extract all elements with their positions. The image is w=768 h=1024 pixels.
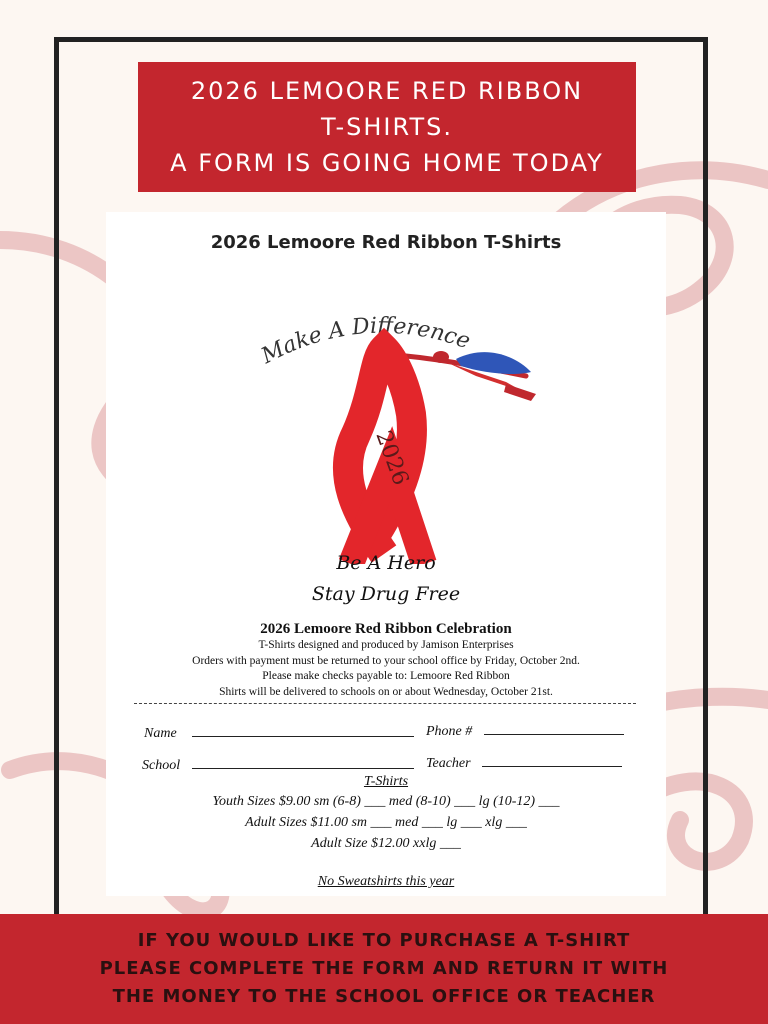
title-line-2: T-SHIRTS. bbox=[321, 113, 453, 141]
celebration-line-4: Shirts will be delivered to schools on or about Wednesday, October 21st. bbox=[219, 685, 553, 698]
title-line-3: A FORM IS GOING HOME TODAY bbox=[170, 149, 604, 177]
teacher-label: Teacher bbox=[426, 756, 471, 771]
cut-line bbox=[134, 703, 636, 704]
adult-sizes-line[interactable]: Adult Sizes $11.00 sm ___ med ___ lg ___ xlg ___ bbox=[245, 815, 527, 830]
name-label: Name bbox=[144, 726, 177, 741]
footer-line-2: PLEASE COMPLETE THE FORM AND RETURN IT WITH bbox=[99, 958, 669, 979]
ribbon-illustration bbox=[106, 264, 666, 564]
ribbon-year: 2026 bbox=[370, 427, 414, 489]
celebration-line-3: Please make checks payable to: Lemoore Red Ribbon bbox=[262, 670, 510, 682]
motto-text: Make A Difference bbox=[257, 313, 474, 370]
name-field[interactable] bbox=[144, 724, 414, 742]
school-label: School bbox=[142, 758, 181, 773]
order-form-flyer bbox=[106, 212, 666, 896]
no-sweatshirts-note: No Sweatshirts this year bbox=[317, 874, 455, 889]
hero-slogan bbox=[106, 548, 666, 610]
title-banner bbox=[138, 62, 636, 192]
tshirts-heading: T-Shirts bbox=[363, 774, 409, 789]
phone-blank[interactable] bbox=[484, 722, 624, 735]
superhero-icon bbox=[406, 351, 536, 401]
footer-line-1: IF YOU WOULD LIKE TO PURCHASE A T-SHIRT bbox=[137, 930, 631, 951]
teacher-blank[interactable] bbox=[482, 754, 622, 767]
school-blank[interactable] bbox=[192, 756, 414, 769]
celebration-info bbox=[106, 620, 666, 700]
celebration-line-1: T-Shirts designed and produced by Jamison Enterprises bbox=[258, 639, 514, 651]
hero-line-2: Stay Drug Free bbox=[311, 583, 461, 605]
celebration-heading: 2026 Lemoore Red Ribbon Celebration bbox=[260, 621, 512, 637]
footer-line-3: THE MONEY TO THE SCHOOL OFFICE OR TEACHER bbox=[112, 986, 656, 1007]
footer-banner bbox=[0, 914, 768, 1024]
youth-sizes-line[interactable]: Youth Sizes $9.00 sm (6-8) ___ med (8-10) ___ lg (10-12) ___ bbox=[212, 794, 560, 809]
hero-line-1: Be A Hero bbox=[336, 552, 436, 574]
teacher-field[interactable] bbox=[426, 754, 622, 772]
adult-xxl-line[interactable]: Adult Size $12.00 xxlg ___ bbox=[311, 836, 461, 851]
title-line-1: 2026 LEMOORE RED RIBBON bbox=[190, 77, 584, 105]
flyer-title: 2026 Lemoore Red Ribbon T-Shirts bbox=[210, 232, 562, 253]
school-field[interactable] bbox=[142, 756, 414, 774]
celebration-line-2: Orders with payment must be returned to your school office by Friday, October 2nd. bbox=[192, 654, 580, 667]
name-blank[interactable] bbox=[192, 724, 414, 737]
phone-label: Phone # bbox=[426, 724, 473, 739]
phone-field[interactable] bbox=[426, 722, 624, 740]
